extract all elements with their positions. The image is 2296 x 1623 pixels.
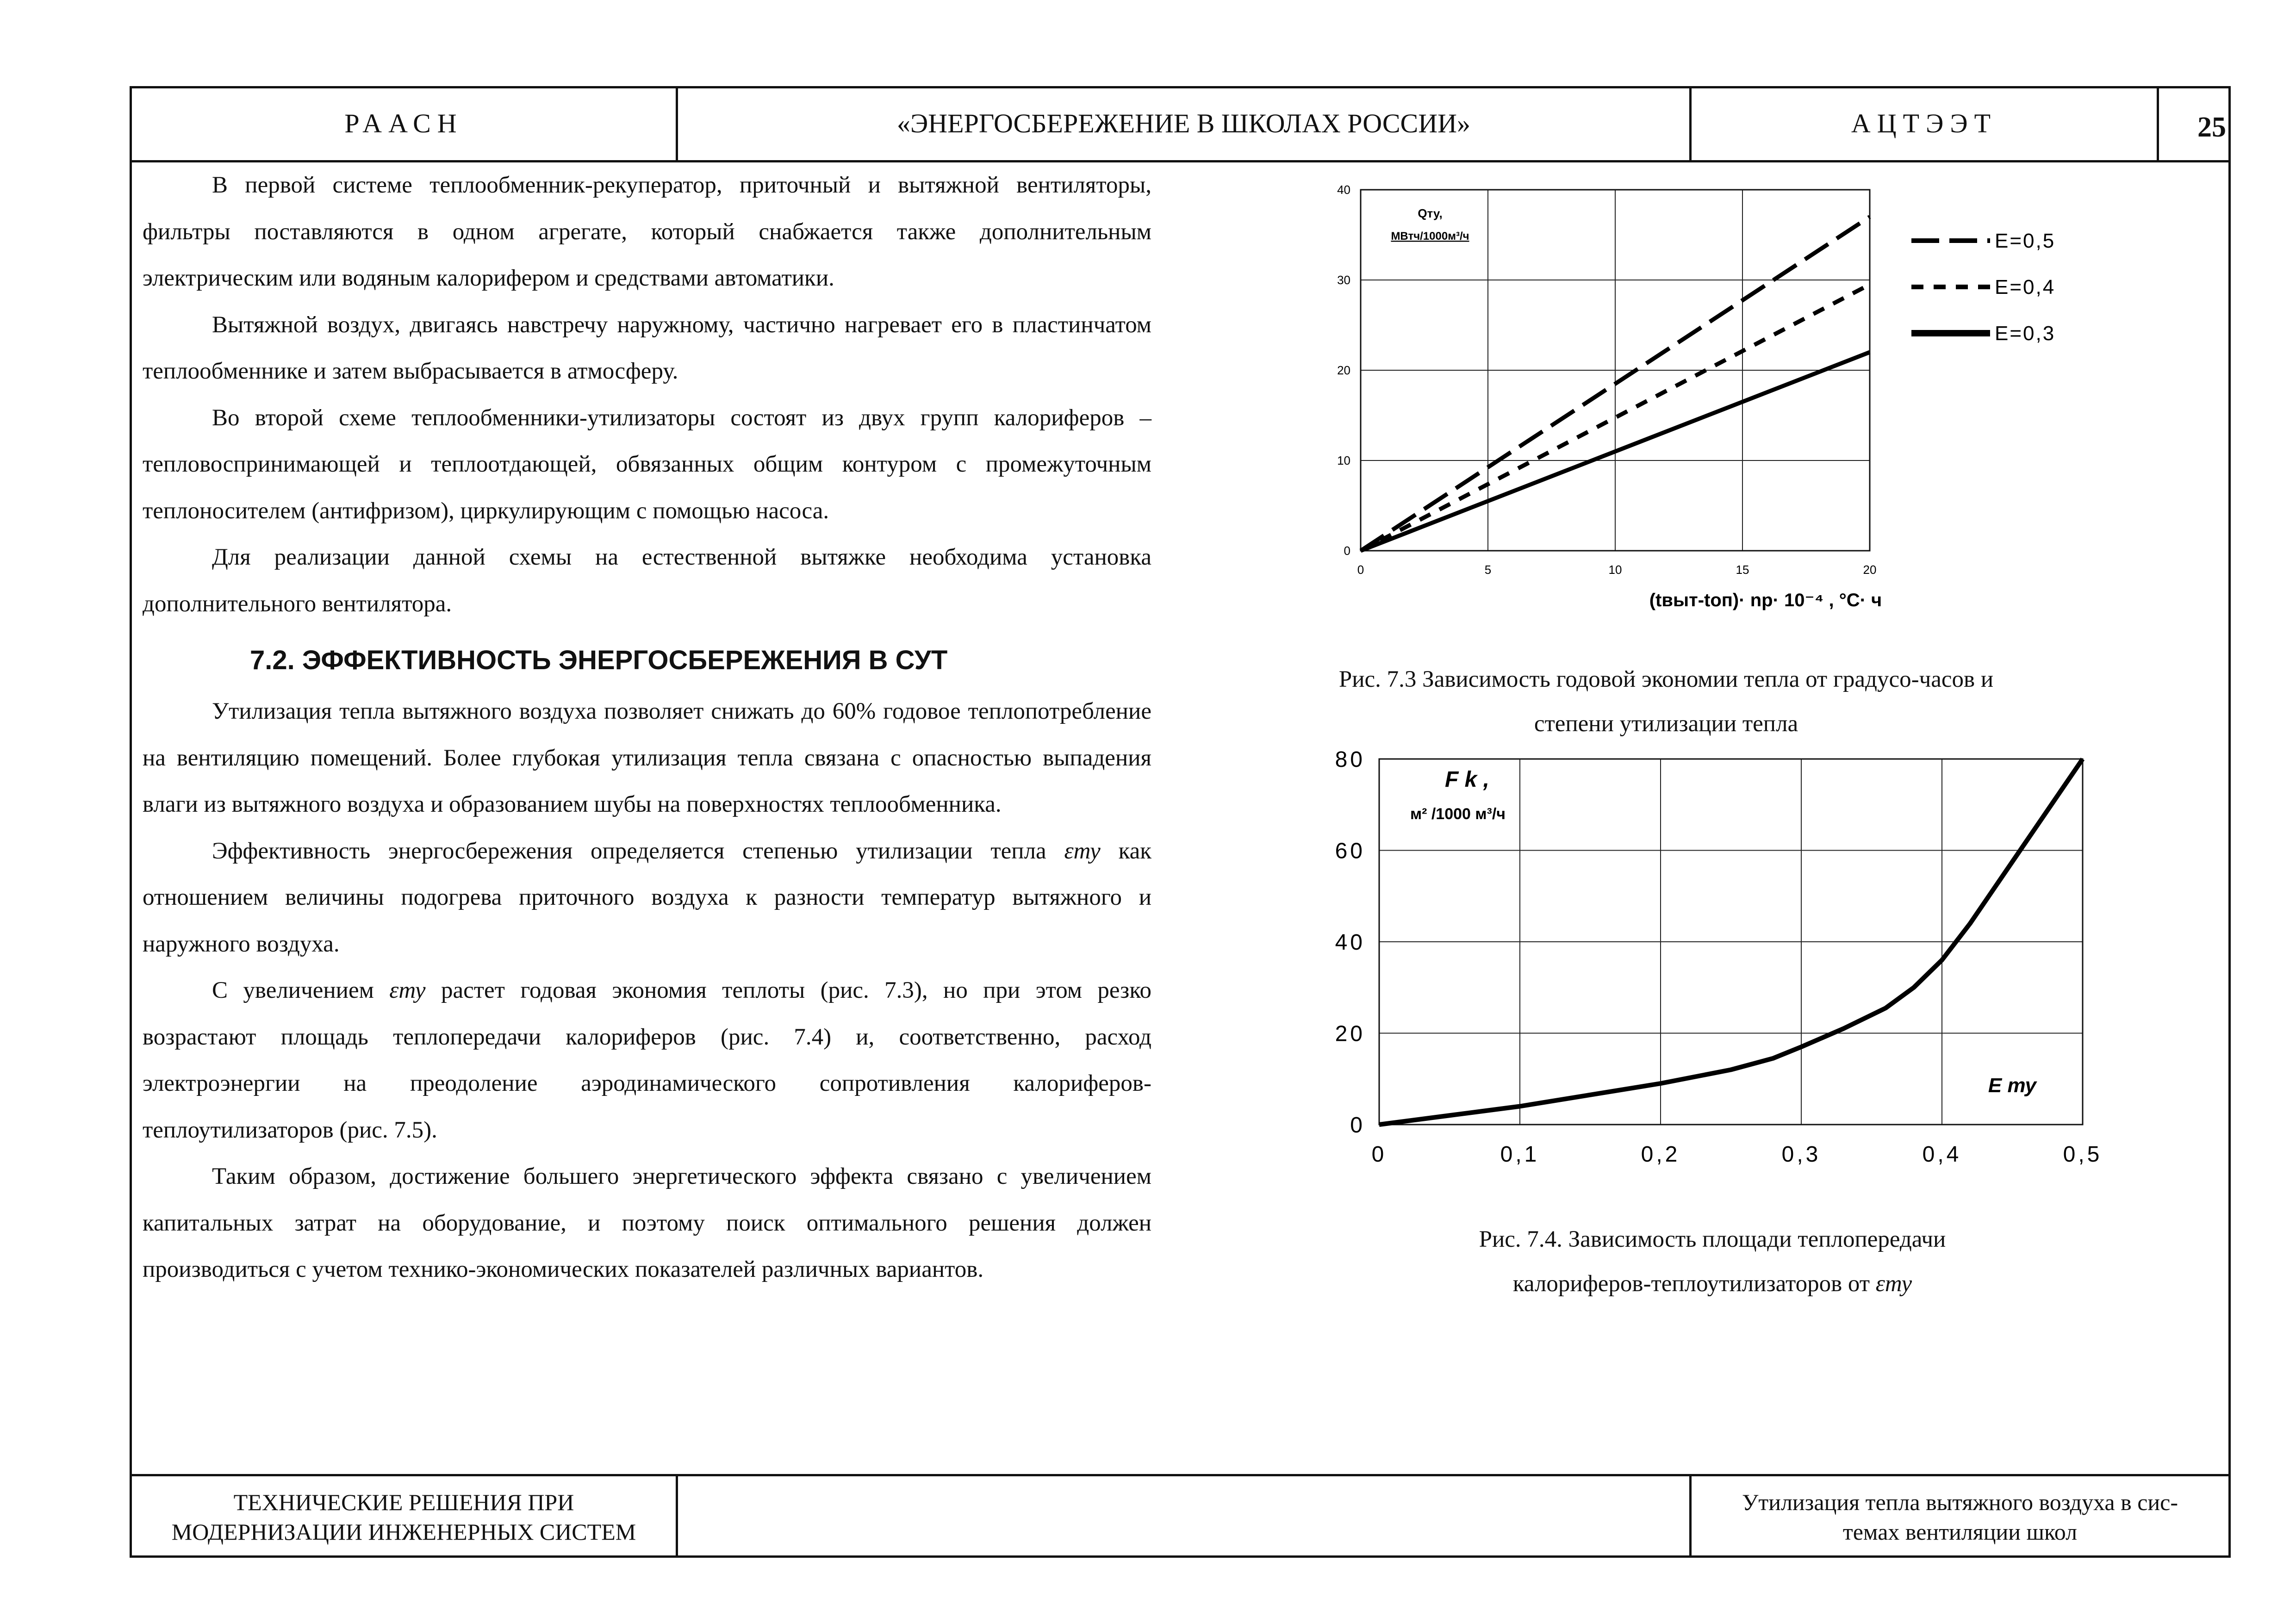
paragraph-7-b: растет годовая экономия теплоты (рис. 7.3), но при этом резко возрастают площадь теплопередачи калориферов (рис. 7.4) и, соответственно, расход электроэнергии на преодоление аэродинамического сопротивления калориферов-теплоутилизаторов (рис. 7.5). [143, 977, 1152, 1143]
paragraph-7 [143, 967, 1151, 1153]
figure-7-3-chart [1296, 171, 2060, 625]
y-tick-label: 10 [1337, 454, 1350, 468]
x-tick-label: 0,2 [1641, 1142, 1680, 1167]
figure-7-4-chart [1296, 731, 2129, 1185]
x-tick-label: 0,5 [2063, 1142, 2103, 1167]
legend-label: E=0,3 [1995, 322, 2056, 345]
y-tick-label: 0 [1350, 1113, 1365, 1138]
y-tick-label: 20 [1335, 1021, 1365, 1046]
x-tick-label: 0 [1371, 1142, 1387, 1167]
paragraph-6-a: Эффективность энергосбережения определяется степенью утилизации тепла [212, 838, 1046, 864]
y-axis-label-line2: м² /1000 м³/ч [1410, 805, 1506, 823]
epsilon-symbol: εту [1064, 838, 1101, 864]
caption-line-2-text: калориферов-теплоутилизаторов от [1512, 1271, 1870, 1297]
x-tick-label: 10 [1608, 563, 1622, 577]
footer-right-line2: темах вентиляции школ [1842, 1519, 2078, 1545]
footer-right [1692, 1476, 2228, 1558]
paragraph-1: В первой системе теплообменник-рекуператор, приточный и вытяжной вентиляторы, фильтры поставляются в одном агрегате, который снабжается также дополнительным электрическим или водяным калорифером и средствами автоматики. [143, 172, 1151, 291]
footer-left [132, 1476, 676, 1558]
x-tick-label: 0,4 [1922, 1142, 1962, 1167]
y-tick-label: 30 [1337, 273, 1350, 287]
page-number: 25 [2197, 112, 2226, 143]
paragraph-2: Вытяжной воздух, двигаясь навстречу наружному, частично нагревает его в пластинчатом теплообменнике и затем выбрасывается в атмосферу. [143, 311, 1151, 384]
grid [1361, 190, 1870, 551]
header-right: АЦТЭЭТ [1851, 108, 1997, 138]
paragraph-6-b: как отношением величины подогрева приточного воздуха к разности температур вытяжного и наружного воздуха. [143, 838, 1152, 957]
paragraph-6 [143, 828, 1151, 968]
y-axis-label [1410, 767, 1506, 823]
caption-line-2 [1296, 1262, 2129, 1306]
x-tick-label: 0 [1357, 563, 1364, 577]
paragraph-8: Таким образом, достижение большего энергетического эффекта связано с увеличением капитальных затрат на оборудование, и поэтому поиск оптимального решения должен производиться с учетом технико-экономических показателей различных вариантов. [143, 1163, 1151, 1282]
epsilon-symbol: εту [1875, 1271, 1912, 1297]
y-tick-label: 60 [1335, 839, 1365, 864]
x-tick-label: 5 [1484, 563, 1492, 577]
x-tick-label: 15 [1736, 563, 1749, 577]
x-tick-label: 0,3 [1781, 1142, 1821, 1167]
y-axis-label-line2: МВтч/1000м³/ч [1391, 230, 1469, 243]
footer-right-line1: Утилизация тепла вытяжного воздуха в сис- [1742, 1489, 2178, 1515]
footer-left-line2: МОДЕРНИЗАЦИИ ИНЖЕНЕРНЫХ СИСТЕМ [171, 1519, 636, 1545]
y-axis-label-line1: F k , [1444, 767, 1490, 792]
paragraph-5: Утилизация тепла вытяжного воздуха позволяет снижать до 60% годовое теплопотребление на вентиляцию помещений. Более глубокая утилизация тепла связана с опасностью выпадения влаги из вытяжного воздуха и образованием шубы на поверхностях теплообменника. [143, 698, 1151, 817]
y-tick-label: 40 [1337, 183, 1350, 197]
y-axis-label-line1: Qту, [1418, 206, 1443, 220]
y-tick-label: 20 [1337, 363, 1350, 378]
epsilon-symbol: εту [389, 977, 426, 1003]
y-tick-label: 40 [1335, 930, 1365, 955]
y-tick-label: 80 [1335, 747, 1365, 772]
legend [1911, 230, 2055, 345]
x-tick-label: 0,1 [1500, 1142, 1540, 1167]
legend-label: E=0,4 [1995, 276, 2056, 298]
section-title: 7.2. ЭФФЕКТИВНОСТЬ ЭНЕРГОСБЕРЕЖЕНИЯ В СУТ [250, 645, 948, 675]
y-axis-label [1391, 206, 1469, 243]
header-center: «ЭНЕРГОСБЕРЕЖЕНИЕ В ШКОЛАХ РОССИИ» [897, 108, 1470, 138]
caption-line-1: Рис. 7.4. Зависимость площади теплопередачи [1479, 1226, 1946, 1252]
caption-line-1: Рис. 7.3 Зависимость годовой экономии тепла от градусо-часов и [1338, 666, 1994, 692]
paragraph-3: Во второй схеме теплообменники-утилизаторы состоят из двух групп калориферов – тепловоспринимающей и теплоотдающей, обвязанных общим контуром с промежуточным теплоносителем (антифризом), циркулирующим с помощью насоса. [143, 404, 1151, 524]
x-axis-label: E ту [1988, 1074, 2036, 1097]
caption-line-2: степени утилизации тепла [1534, 711, 1798, 737]
paragraph-7-a: С увеличением [212, 977, 374, 1003]
footer-middle [678, 1476, 1689, 1558]
footer-left-line1: ТЕХНИЧЕСКИЕ РЕШЕНИЯ ПРИ [233, 1489, 574, 1515]
header-left: РААСН [344, 108, 463, 138]
body-text [143, 162, 1151, 1293]
legend-label: E=0,5 [1995, 230, 2056, 252]
figure-7-4-caption [1296, 1217, 2129, 1306]
header-sep-3 [2157, 86, 2159, 160]
paragraph-4: Для реализации данной схемы на естественной вытяжке необходима установка дополнительного вентилятора. [143, 544, 1151, 617]
x-tick-label: 20 [1863, 563, 1877, 577]
y-tick-label: 0 [1344, 544, 1350, 558]
x-axis-label: (tвыт-tоп)· nр· 10⁻⁴ , °С· ч [1649, 590, 1882, 610]
